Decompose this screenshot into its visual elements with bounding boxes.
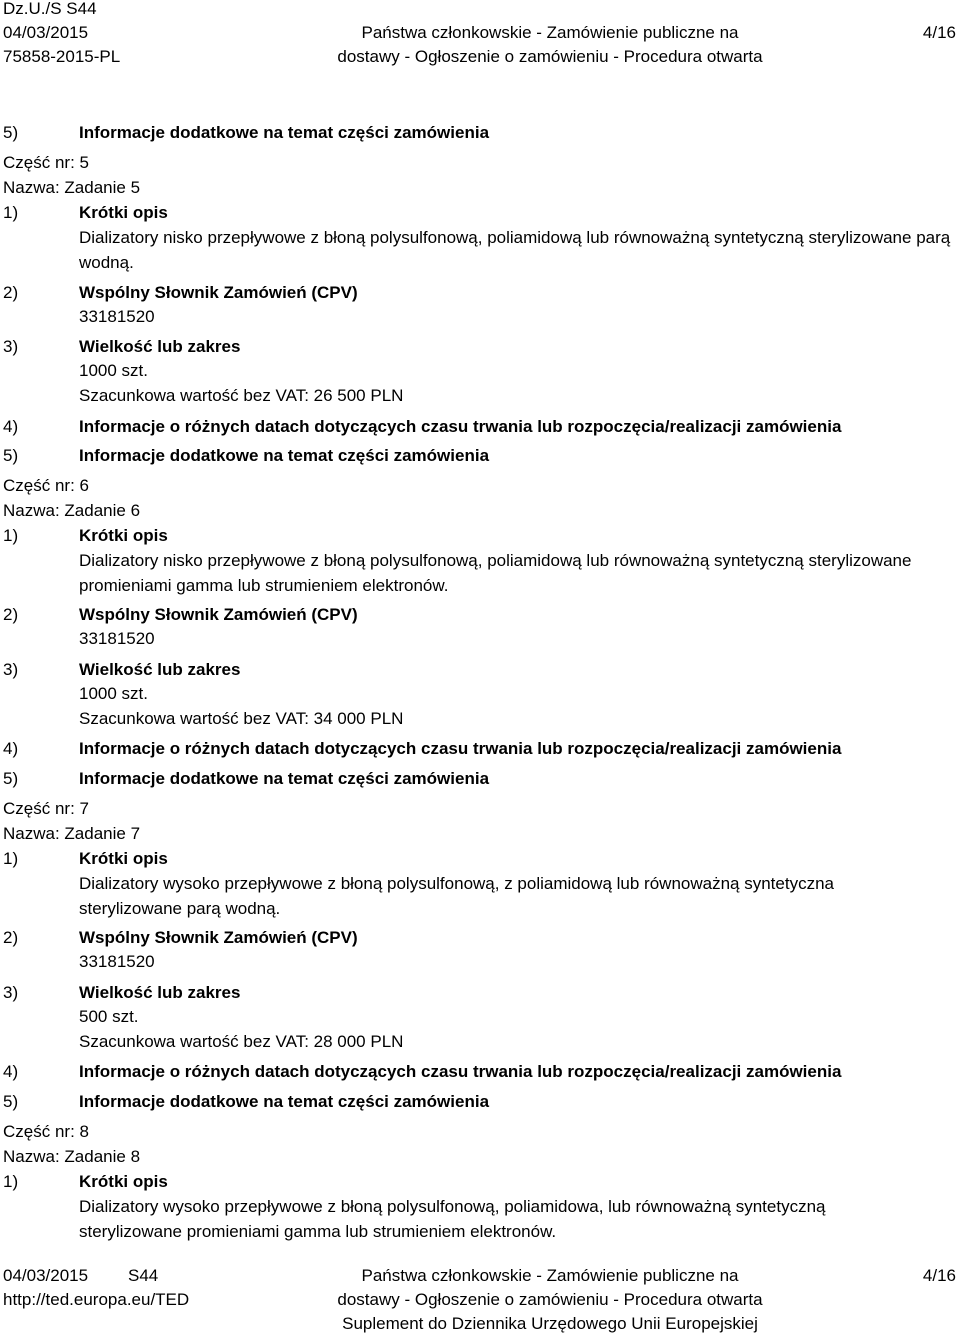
- section-heading: Informacje o różnych datach dotyczących czasu trwania lub rozpoczęcia/realizacji zamówienia: [79, 1062, 842, 1081]
- section-number: 1): [3, 203, 19, 222]
- cpv-code: 33181520: [79, 629, 155, 648]
- footer-url[interactable]: http://ted.europa.eu/TED: [3, 1290, 190, 1309]
- section-heading: Informacje dodatkowe na temat części zamówienia: [79, 769, 490, 788]
- section-number: 5): [3, 769, 19, 788]
- footer-title-line2: dostawy - Ogłoszenie o zamówieniu - Procedura otwarta: [337, 1290, 763, 1309]
- header-date: 04/03/2015: [3, 23, 89, 42]
- part-name: Nazwa: Zadanie 5: [3, 178, 141, 197]
- section-number: 1): [3, 1172, 19, 1191]
- short-description: Dializatory nisko przepływowe z błoną polysulfonową, poliamidową lub równoważną syntetyczną sterylizowane parą wodną.: [79, 228, 951, 272]
- section-heading: Informacje dodatkowe na temat części zamówienia: [79, 446, 490, 465]
- part-number: Część nr: 5: [3, 153, 89, 172]
- section-heading: Informacje o różnych datach dotyczących czasu trwania lub rozpoczęcia/realizacji zamówienia: [79, 417, 842, 436]
- footer-series: S44: [128, 1266, 159, 1285]
- header-notice-ref: 75858-2015-PL: [3, 47, 121, 66]
- estimated-value: Szacunkowa wartość bez VAT: 28 000 PLN: [79, 1032, 404, 1051]
- section-number: 5): [3, 123, 19, 142]
- section-number: 3): [3, 660, 19, 679]
- section-heading: Informacje o różnych datach dotyczących czasu trwania lub rozpoczęcia/realizacji zamówienia: [79, 739, 842, 758]
- section-number: 4): [3, 417, 19, 436]
- cpv-code: 33181520: [79, 952, 155, 971]
- footer-title-line1: Państwa członkowskie - Zamówienie publiczne na: [361, 1266, 739, 1285]
- journal-ref: Dz.U./S S44: [3, 0, 97, 18]
- section-heading: Krótki opis: [79, 1172, 168, 1191]
- section-heading: Krótki opis: [79, 849, 168, 868]
- estimated-value: Szacunkowa wartość bez VAT: 26 500 PLN: [79, 386, 404, 405]
- section-number: 2): [3, 283, 19, 302]
- section-heading: Wspólny Słownik Zamówień (CPV): [79, 605, 358, 624]
- section-heading: Wspólny Słownik Zamówień (CPV): [79, 283, 358, 302]
- section-heading: Krótki opis: [79, 526, 168, 545]
- footer-date: 04/03/2015: [3, 1266, 89, 1285]
- cpv-code: 33181520: [79, 307, 155, 326]
- section-heading: Informacje dodatkowe na temat części zamówienia: [79, 1092, 490, 1111]
- estimated-value: Szacunkowa wartość bez VAT: 34 000 PLN: [79, 709, 404, 728]
- short-description: Dializatory wysoko przepływowe z błoną polysulfonową, z poliamidową lub równoważną syntetyczna sterylizowane parą wodną.: [79, 874, 834, 918]
- short-description: Dializatory wysoko przepływowe z błoną polysulfonową, poliamidowa, lub równoważną syntetyczną sterylizowane promieniami gamma lub strumieniem elektronów.: [79, 1197, 826, 1241]
- quantity: 1000 szt.: [79, 361, 148, 380]
- section-heading: Informacje dodatkowe na temat części zamówienia: [79, 123, 490, 142]
- section-heading: Krótki opis: [79, 203, 168, 222]
- section-number: 3): [3, 983, 19, 1002]
- section-number: 1): [3, 526, 19, 545]
- header-title-line1: Państwa członkowskie - Zamówienie publiczne na: [361, 23, 739, 42]
- quantity: 1000 szt.: [79, 684, 148, 703]
- section-heading: Wielkość lub zakres: [79, 337, 241, 356]
- section-number: 2): [3, 605, 19, 624]
- footer-title-line3: Suplement do Dziennika Urzędowego Unii Europejskiej: [342, 1314, 758, 1333]
- header-page-number: 4/16: [922, 23, 956, 42]
- section-number: 4): [3, 739, 19, 758]
- section-number: 4): [3, 1062, 19, 1081]
- quantity: 500 szt.: [79, 1007, 139, 1026]
- section-heading: Wielkość lub zakres: [79, 660, 241, 679]
- section-heading: Wielkość lub zakres: [79, 983, 241, 1002]
- part-number: Część nr: 6: [3, 476, 89, 495]
- section-number: 2): [3, 928, 19, 947]
- short-description: Dializatory nisko przepływowe z błoną polysulfonową, poliamidową lub równoważną syntetyczną sterylizowane promieniami gamma lub strumieniem elektronów.: [79, 551, 912, 595]
- section-heading: Wspólny Słownik Zamówień (CPV): [79, 928, 358, 947]
- section-number: 1): [3, 849, 19, 868]
- part-name: Nazwa: Zadanie 8: [3, 1147, 141, 1166]
- section-number: 5): [3, 446, 19, 465]
- part-name: Nazwa: Zadanie 6: [3, 501, 141, 520]
- part-name: Nazwa: Zadanie 7: [3, 824, 141, 843]
- footer-page-number: 4/16: [922, 1266, 956, 1285]
- header-title-line2: dostawy - Ogłoszenie o zamówieniu - Procedura otwarta: [337, 47, 763, 66]
- part-number: Część nr: 7: [3, 799, 89, 818]
- section-number: 5): [3, 1092, 19, 1111]
- section-number: 3): [3, 337, 19, 356]
- part-number: Część nr: 8: [3, 1122, 89, 1141]
